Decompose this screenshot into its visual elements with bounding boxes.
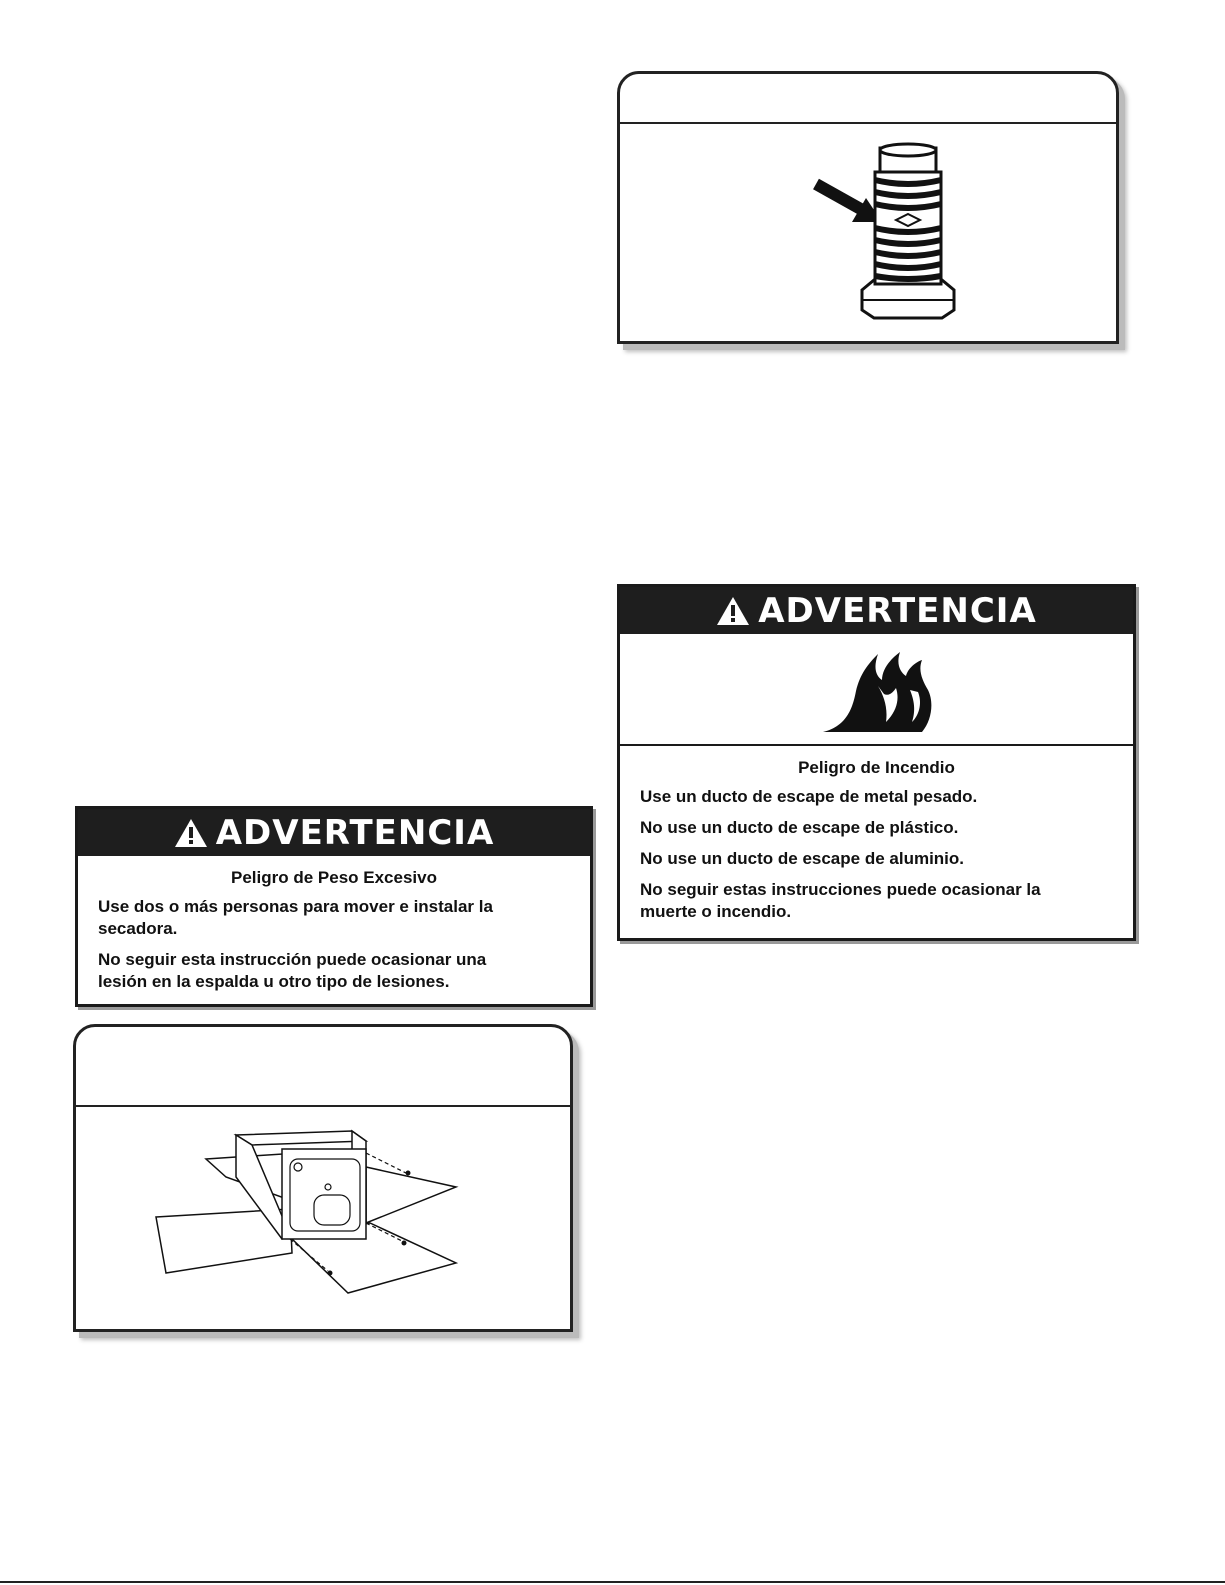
warning-fire-box (617, 584, 1136, 941)
warning-weight-line-2: No seguir esta instrucción puede ocasionar una lesión en la espalda u otro tipo de lesiones. (98, 950, 487, 991)
screw-icon (406, 1171, 411, 1176)
warning-header-text: ADVERTENCIA (215, 812, 495, 853)
page-bottom-rule (0, 1581, 1225, 1583)
warning-fire-line-4: No seguir estas instrucciones puede ocasionar la muerte o incendio. (640, 880, 1041, 921)
warning-weight-line-1: Use dos o más personas para mover e instalar la secadora. (98, 897, 493, 938)
fire-icon-area (620, 634, 1133, 746)
fire-hazard-icon (818, 646, 938, 736)
warning-triangle-icon (174, 818, 208, 848)
arrow-icon (816, 184, 882, 222)
screw-icon (328, 1271, 333, 1276)
warning-header (78, 809, 590, 856)
warning-header (620, 587, 1133, 634)
carton-flap-right (366, 1167, 456, 1223)
warning-header-text: ADVERTENCIA (758, 590, 1037, 631)
warning-weight-title: Peligro de Peso Excesivo (231, 868, 437, 887)
warning-fire-line-3: No use un ducto de escape de aluminio. (640, 849, 965, 868)
screw-icon (402, 1241, 407, 1246)
warning-weight-box (75, 806, 593, 1007)
dryer-top (236, 1131, 366, 1145)
figure-dryer-carton (73, 1024, 573, 1332)
figure-leveling-leg (617, 71, 1119, 344)
warning-triangle-icon (716, 596, 750, 626)
warning-fire-line-2: No use un ducto de escape de plástico. (640, 818, 959, 837)
warning-fire-title: Peligro de Incendio (798, 758, 955, 777)
dryer-on-carton-illustration (76, 1027, 570, 1329)
warning-fire-line-1: Use un ducto de escape de metal pesado. (640, 787, 978, 806)
leveling-leg-illustration (620, 74, 1116, 341)
